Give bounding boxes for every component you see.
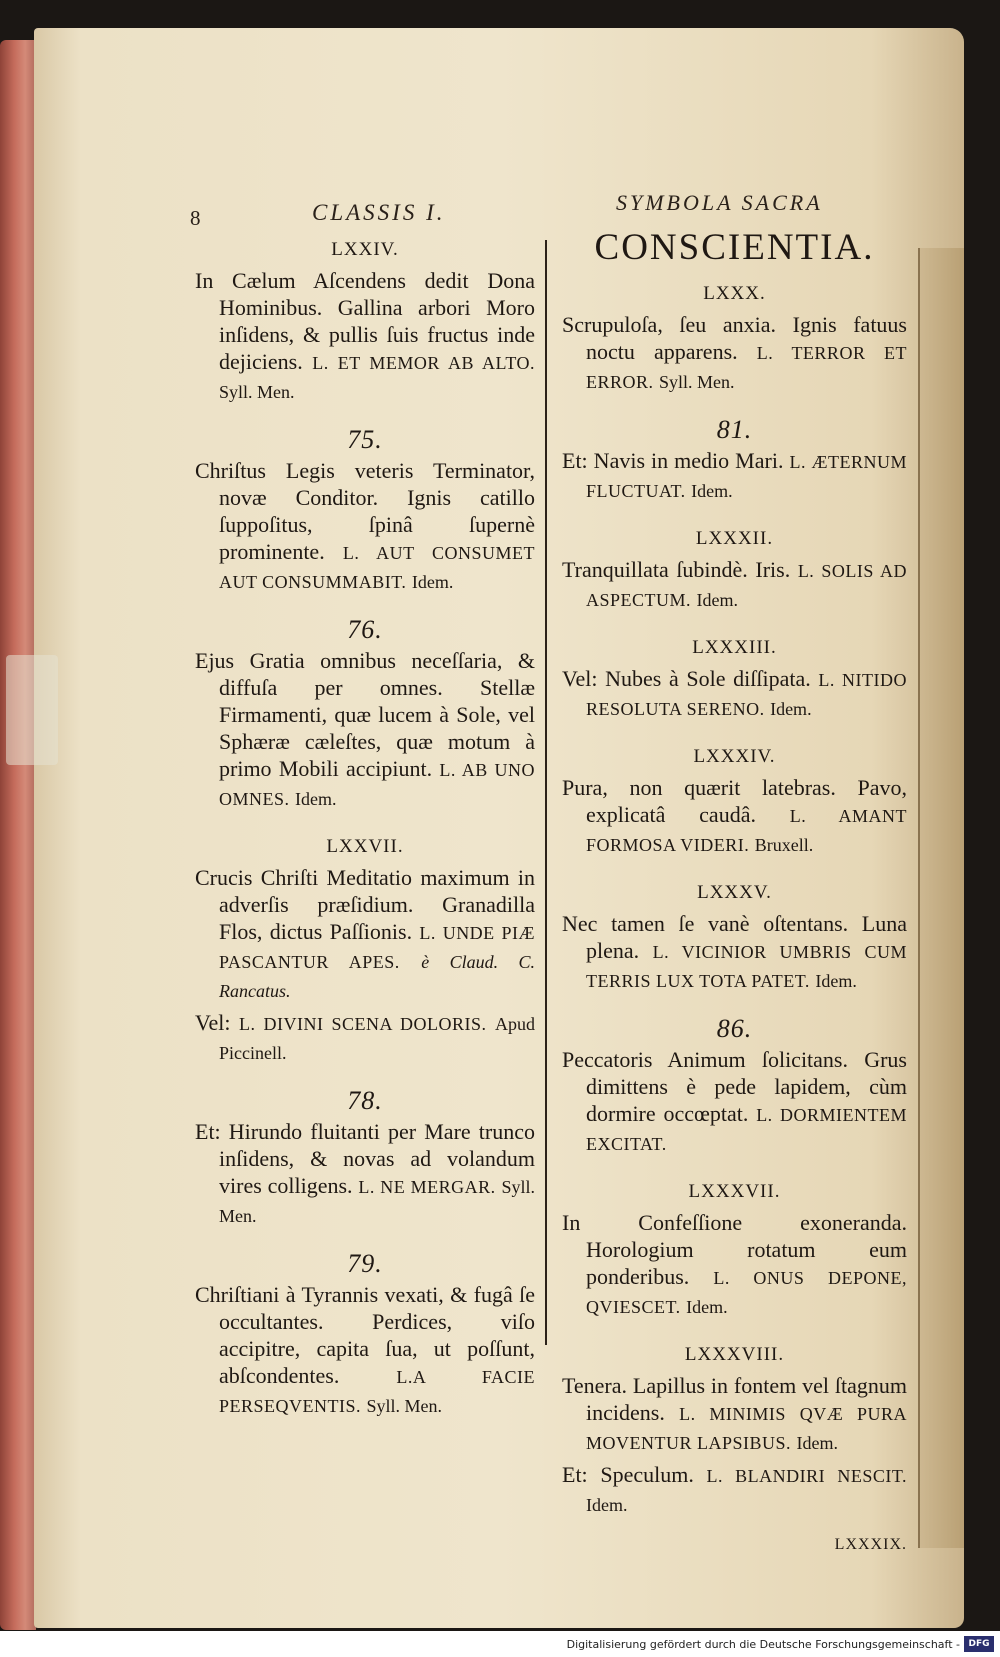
entry-text: Ejus Gratia omnibus neceſſaria, & diffuſa per omnes. Stellæ Firmamenti, quæ lucem à Sole, vel Sphæræ cæleſtes, quæ motum à primo Mobili accipiunt. L. AB UNO OMNES. Idem. [195, 648, 535, 809]
left-column [195, 236, 535, 1440]
source: Idem. [815, 971, 857, 991]
source: Syll. Men. [219, 1177, 536, 1226]
entry-number: 79. [347, 1249, 383, 1278]
entry-number: LXXIV. [331, 239, 399, 260]
source: è Claud. C. Rancatus. [219, 952, 535, 1001]
entry-block [562, 525, 907, 614]
entry-block [195, 616, 535, 813]
entry-text: Tranquillata ſubindè. Iris. L. SOLIS AD ASPECTUM. Idem. [562, 557, 907, 610]
entry-text: Et: Hirundo fluitanti per Mare trunco inſidens, & novas ad volandum vires colligens. L. NE MERGAR. Syll. Men. [195, 1119, 536, 1226]
entry-text: Crucis Chriſti Meditatio maximum in adverſis præſidium. Granadilla Flos, dictus Paſſionis. L. UNDE PIÆ PASCANTUR APES. è Claud. C. Rancatus. [195, 865, 535, 1001]
section-title: CONSCIENTIA. [594, 227, 875, 268]
entry-block [562, 280, 907, 396]
running-head-right: SYMBOLA SACRA [616, 190, 823, 215]
motto: L. BLANDIRI NESCIT. [706, 1466, 907, 1486]
motto: L. AB UNO OMNES. [219, 760, 535, 809]
motto: L. ÆTERNUM FLUCTUAT. [586, 452, 908, 501]
entry-number: LXXXIV. [693, 746, 776, 767]
source: Idem. [770, 699, 812, 719]
motto: L. DORMIENTEM EXCITAT. [586, 1105, 907, 1154]
entry-number: LXXXVIII. [684, 1344, 785, 1365]
entry-number: LXXX. [703, 283, 766, 304]
entry-number: LXXXVII. [688, 1181, 781, 1202]
motto: L. DIVINI SCENA DOLORIS. [238, 1014, 487, 1034]
entry-block [562, 1015, 907, 1158]
digitization-credit-bar [0, 1631, 1000, 1657]
source: Apud Piccinell. [219, 1014, 536, 1063]
catchword: LXXXIX. [834, 1536, 907, 1553]
entry-text: Tenera. Lapillus in fontem vel ſtagnum incidens. L. MINIMIS QVÆ PURA MOVENTUR LAPSIBUS. Idem. [562, 1373, 908, 1453]
motto: L. AUT CONSUMET AUT CONSUMMABIT. [219, 543, 535, 592]
entry-block [562, 634, 907, 723]
entry-number: 76. [347, 615, 383, 644]
source: Idem. [796, 1433, 839, 1453]
source: Syll. Men. [366, 1396, 443, 1416]
entry-block [195, 833, 535, 1067]
source: Syll. Men. [219, 382, 295, 402]
entry-text: Chriſtus Legis veteris Terminator, novæ Conditor. Ignis catillo ſuppoſitus, ſpinâ ſupernè prominente. L. AUT CONSUMET AUT CONSUMMABIT. Idem. [195, 458, 535, 592]
entry-text: Et: Navis in medio Mari. L. ÆTERNUM FLUCTUAT. Idem. [562, 448, 908, 501]
dfg-logo: DFG [964, 1636, 994, 1652]
entry-block [562, 416, 907, 505]
entry-block [562, 879, 907, 995]
entry-block [195, 1087, 535, 1230]
motto: L.A FACIE PERSEQVENTIS. [219, 1367, 535, 1416]
page-number: 8 [190, 206, 201, 230]
book-fore-edge [0, 40, 36, 1630]
next-page-edge [918, 248, 964, 1548]
entry-block [562, 1341, 907, 1519]
motto: L. ONUS DEPONE, QVIESCET. [586, 1268, 907, 1317]
entry-block [562, 743, 907, 859]
entry-number: 86. [716, 1014, 753, 1043]
motto: L. TERROR ET ERROR. [586, 343, 908, 392]
motto: L. NE MERGAR. [358, 1177, 496, 1197]
entry-text: Nec tamen ſe vanè oſtentans. Luna plena. L. VICINIOR UMBRIS CUM TERRIS LUX TOTA PATET. Idem. [562, 911, 907, 991]
entry-number: LXXXII. [695, 528, 774, 549]
running-head-left: CLASSIS I. [312, 200, 446, 225]
entry-text: Scrupuloſa, ſeu anxia. Ignis fatuus noctu apparens. L. TERROR ET ERROR. Syll. Men. [562, 312, 908, 392]
entry-text: Pura, non quærit latebras. Pavo, explicatâ caudâ. L. AMANT FORMOSA VIDERI. Bruxell. [562, 775, 907, 855]
entry-text: Peccatoris Animum ſolicitans. Grus dimittens è pede lapidem, cùm dormire occœptat. L. DORMIENTEM EXCITAT. [562, 1047, 907, 1154]
entry-text: Et: Speculum. L. BLANDIRI NESCIT. Idem. [562, 1462, 907, 1515]
right-column [562, 226, 907, 1558]
motto: L. NITIDO RESOLUTA SERENO. [586, 670, 907, 719]
digitization-credit: Digitalisierung gefördert durch die Deutsche Forschungsgemeinschaft - [566, 1638, 960, 1651]
entry-number: 78. [347, 1086, 383, 1115]
entry-text: Vel: L. DIVINI SCENA DOLORIS. Apud Piccinell. [195, 1010, 536, 1063]
entry-text: In Confeſſione exoneranda. Horologium rotatum eum ponderibus. L. ONUS DEPONE, QVIESCET. Idem. [562, 1210, 907, 1317]
entry-block [195, 426, 535, 596]
column-divider [545, 240, 547, 1345]
motto: L. MINIMIS QVÆ PURA MOVENTUR LAPSIBUS. [586, 1404, 908, 1453]
entry-block [195, 1250, 535, 1420]
source: Idem. [411, 572, 454, 592]
source: Syll. Men. [659, 372, 735, 392]
entry-text: Chriſtiani à Tyrannis vexati, & fugâ ſe occultantes. Perdices, viſo accipitre, capita ſua, ut poſſunt, abſcondentes. L.A FACIE PERSEQVENTIS. Syll. Men. [195, 1282, 535, 1416]
motto: L. ET MEMOR AB ALTO. [312, 353, 536, 373]
page-tab-marker [6, 655, 58, 765]
source: Idem. [586, 1495, 628, 1515]
entry-number: 81. [716, 415, 753, 444]
source: Idem. [686, 1297, 728, 1317]
entry-text: In Cælum Aſcendens dedit Dona Hominibus. Gallina arbori Moro inſidens, & pullis ſuis fructus inde dejiciens. L. ET MEMOR AB ALTO. Syll. Men. [195, 268, 536, 402]
source: Idem. [295, 789, 337, 809]
motto: L. VICINIOR UMBRIS CUM TERRIS LUX TOTA PATET. [586, 942, 907, 991]
source: Bruxell. [754, 835, 814, 855]
motto: L. UNDE PIÆ PASCANTUR APES. [219, 923, 535, 972]
entry-number: LXXXIII. [692, 637, 777, 658]
entry-block [562, 1178, 907, 1321]
entry-text: Vel: Nubes à Sole diſſipata. L. NITIDO RESOLUTA SERENO. Idem. [562, 666, 907, 719]
entry-number: LXXXV. [697, 882, 772, 903]
entry-block [195, 236, 535, 406]
entry-number: 75. [347, 425, 383, 454]
source: Idem. [691, 481, 733, 501]
motto: L. SOLIS AD ASPECTUM. [586, 561, 907, 610]
source: Idem. [696, 590, 739, 610]
motto: L. AMANT FORMOSA VIDERI. [586, 806, 907, 855]
entry-number: LXXVII. [326, 836, 404, 857]
